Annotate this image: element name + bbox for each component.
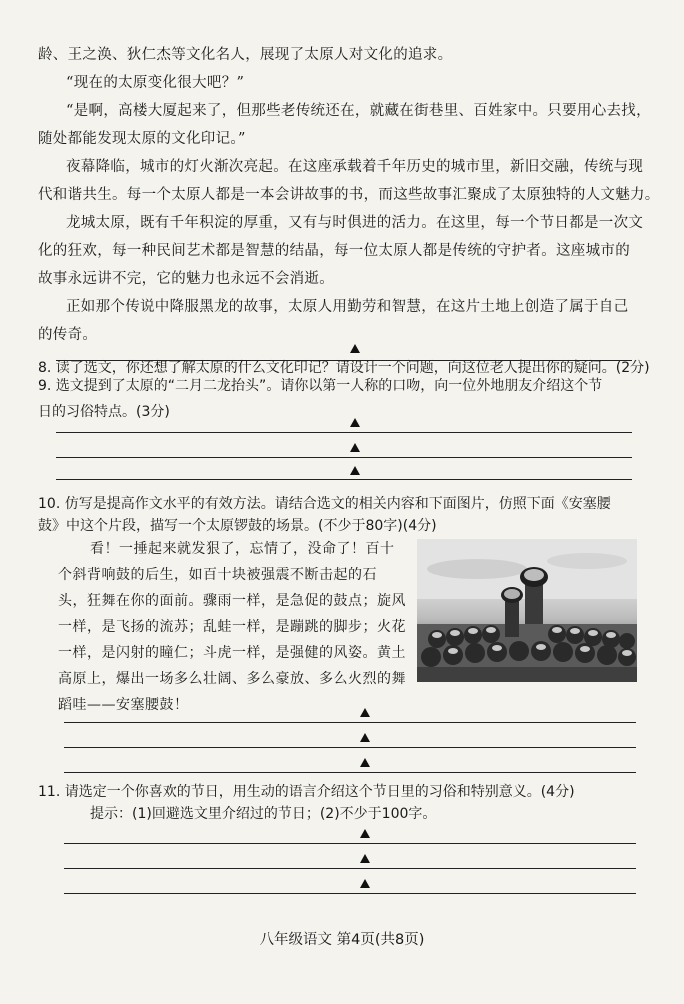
article-line: 随处都能发现太原的文化印记。” — [38, 131, 246, 147]
question-8: 8. 读了选文，你还想了解太原的什么文化印记？请设计一个问题，向这位老人提出你的疑问。(2分) — [38, 360, 650, 376]
article-line: 化的狂欢，每一种民间艺术都是智慧的结晶，每一位太原人都是传统的守护者。这座城市的 — [38, 243, 630, 259]
triangle-marker-icon — [360, 854, 370, 863]
answer-line[interactable] — [64, 747, 636, 748]
article-line: 正如那个传说中降服黑龙的故事，太原人用勤劳和智慧，在这片土地上创造了属于自己 — [66, 299, 629, 315]
passage-line: 蹈哇——安塞腰鼓！ — [58, 697, 189, 713]
answer-line[interactable] — [64, 722, 636, 723]
answer-line[interactable] — [64, 843, 636, 844]
triangle-marker-icon — [360, 758, 370, 767]
drum-performance-photo — [417, 539, 637, 682]
passage-line: 高原上，爆出一场多么壮阔、多么豪放、多么火烈的舞 — [58, 671, 406, 687]
question-11-hint: 提示：(1)回避选文里介绍过的节日；(2)不少于100字。 — [90, 806, 437, 822]
passage-line: 个斜背响鼓的后生，如百十块被强震不断击起的石 — [58, 567, 377, 583]
page-footer: 八年级语文 第4页(共8页) — [259, 932, 425, 948]
triangle-marker-icon — [360, 708, 370, 717]
triangle-marker-icon — [350, 418, 360, 427]
question-10-line1: 10. 仿写是提高作文水平的有效方法。请结合选文的相关内容和下面图片，仿照下面《安塞腰 — [38, 496, 611, 512]
answer-line[interactable] — [64, 868, 636, 869]
article-line: 故事永远讲不完，它的魅力也永远不会消逝。 — [38, 271, 334, 287]
article-line: 夜幕降临，城市的灯火渐次亮起。在这座承载着千年历史的城市里，新旧交融，传统与现 — [66, 159, 644, 175]
triangle-marker-icon — [360, 829, 370, 838]
triangle-marker-icon — [360, 733, 370, 742]
question-9-line1: 9. 选文提到了太原的“二月二龙抬头”。请你以第一人称的口吻，向一位外地朋友介绍这个节 — [38, 378, 603, 394]
drummers-illustration — [417, 539, 637, 682]
answer-line[interactable] — [56, 457, 632, 458]
article-line: 龄、王之涣、狄仁杰等文化名人，展现了太原人对文化的追求。 — [38, 47, 453, 63]
triangle-marker-icon — [350, 443, 360, 452]
article-line: “现在的太原变化很大吧？” — [66, 75, 245, 91]
question-9-line2: 日的习俗特点。(3分) — [38, 404, 170, 420]
triangle-marker-icon — [360, 879, 370, 888]
question-11: 11. 请选定一个你喜欢的节日，用生动的语言介绍这个节日里的习俗和特别意义。(4分) — [38, 784, 575, 800]
answer-line[interactable] — [56, 479, 632, 480]
answer-line[interactable] — [56, 360, 632, 361]
article-line: 的传奇。 — [38, 327, 98, 343]
answer-line[interactable] — [64, 772, 636, 773]
passage-line: 看！一捶起来就发狠了，忘情了，没命了！百十 — [90, 541, 395, 557]
article-line: “是啊，高楼大厦起来了，但那些老传统还在，就藏在街巷里、百姓家中。只要用心去找， — [66, 103, 651, 119]
answer-line[interactable] — [56, 432, 632, 433]
article-line: 代和谐共生。每一个太原人都是一本会讲故事的书，而这些故事汇聚成了太原独特的人文魅力。 — [38, 187, 660, 203]
passage-line: 头，狂舞在你的面前。骤雨一样，是急促的鼓点；旋风 — [58, 593, 406, 609]
article-line: 龙城太原，既有千年积淀的厚重，又有与时俱进的活力。在这里，每一个节日都是一次文 — [66, 215, 644, 231]
triangle-marker-icon — [350, 466, 360, 475]
question-10-line2: 鼓》中这个片段，描写一个太原锣鼓的场景。(不少于80字)(4分) — [38, 518, 437, 534]
passage-line: 一样，是闪射的瞳仁；斗虎一样，是强健的风姿。黄土 — [58, 645, 406, 661]
answer-line[interactable] — [64, 893, 636, 894]
passage-line: 一样，是飞扬的流苏；乱蛙一样，是蹦跳的脚步；火花 — [58, 619, 406, 635]
triangle-marker-icon — [350, 344, 360, 353]
